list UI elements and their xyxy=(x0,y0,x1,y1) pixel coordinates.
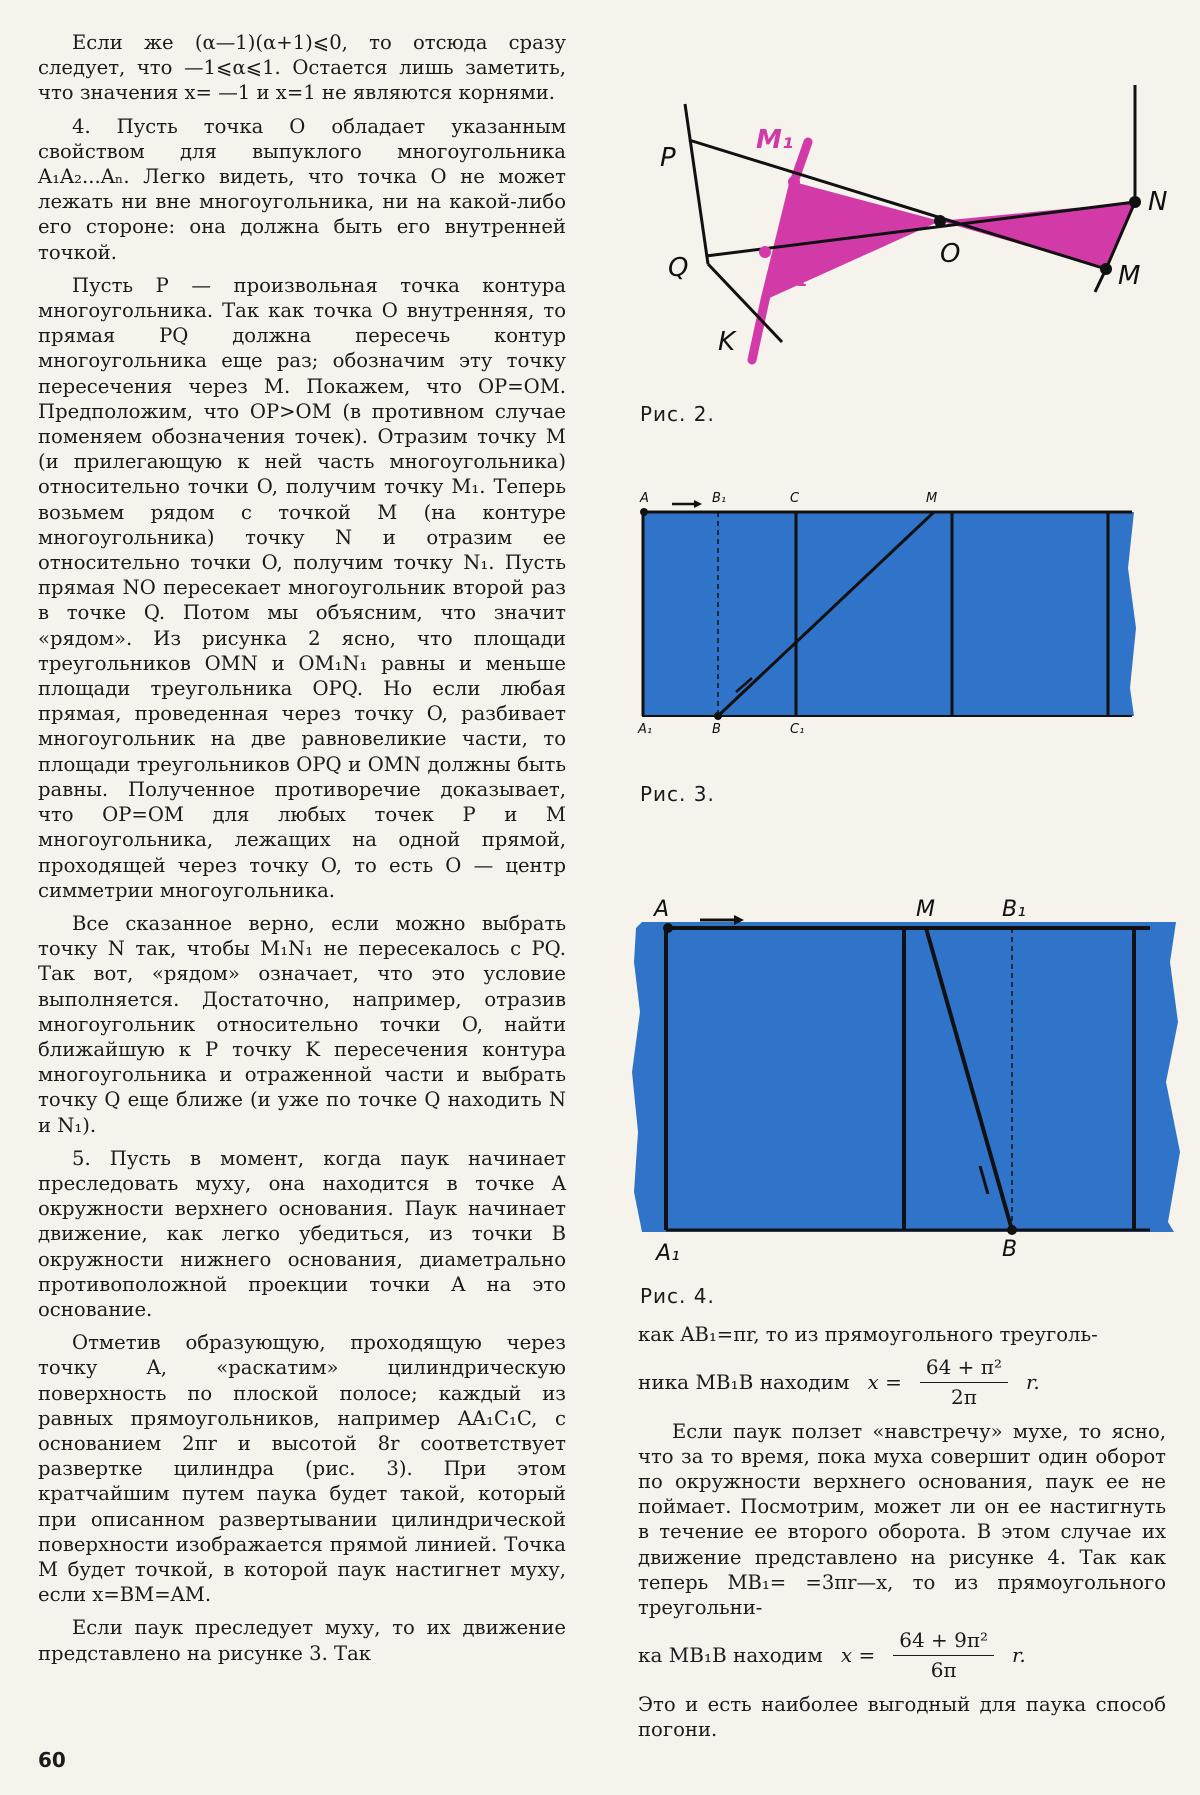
figure-3-diagram xyxy=(636,488,1140,736)
paragraph-nearby: Все сказанное верно, если можно выбрать точку N так, чтобы M₁N₁ не пересекалось с PQ. Так вот, «рядом» означает, что это условие выполняется. Достаточно, например, отразив многоугольник относительно точки O, найти ближайшую к P точку K пересечения контура многоугольника и отраженной части и выбрать точку Q еще ближе (и уже по точке Q находить N и N₁). xyxy=(38,911,566,1137)
point-O xyxy=(934,215,946,227)
label-M1: M₁ xyxy=(756,125,794,155)
point-M1 xyxy=(788,176,800,188)
label-A1: A₁ xyxy=(656,1241,680,1266)
paragraph-proof: Пусть P — произвольная точка контура многоугольника. Так как точка O внутренняя, то прямая PQ должна пересечь контур многоугольника еще раз; обозначим эту точку пересечения через M. Покажем, что OP=OM. Предположим, что OP>OM (в противном случае поменяем обозначения точек). Отразим точку M (и прилегающую к ней часть многоугольника) относительно точки O, получим точку M₁. Теперь возьмем рядом с точкой M (на контуре многоугольника) точку N и отразим ее относительно точки O, получим точку N₁. Пусть прямая NO пересекает многоугольник второй раз в точке Q. Потом мы объясним, что значит «рядом». Из рисунка 2 ясно, что площади треугольников OMN и OM₁N₁ равны и меньше площади треугольника OPQ. Но если любая прямая, проведенная через точку O, разбивает многоугольник на две равновеликие части, то площади треугольников OPQ и OMN должны быть равны. Полученное противоречие доказывает, что OP=OM для любых точек P и M многоугольника, лежащих на одной прямой, проходящей через точку O, то есть O — центр симметрии многоугольника. xyxy=(38,273,566,902)
formula-1-lhs: x = xyxy=(867,1370,902,1395)
page-number: 60 xyxy=(38,1748,66,1772)
formula-2-rhs: r. xyxy=(1012,1643,1026,1668)
label-N1: N₁ xyxy=(774,263,808,293)
triangle-OMN xyxy=(940,202,1135,269)
label-A: A xyxy=(640,491,649,506)
formula-2-numerator: 64 + 9π² xyxy=(893,1628,994,1656)
label-B1: B₁ xyxy=(712,491,727,506)
label-B: B xyxy=(1002,1237,1018,1262)
formula-2-lhs: x = xyxy=(840,1643,876,1668)
right-text-line: как AB₁=πr, то из прямоугольного треуголь- xyxy=(638,1323,1098,1346)
formula-2-lead: ка MB₁B находим xyxy=(638,1643,823,1668)
fly-point-A xyxy=(663,923,673,933)
formula-1 xyxy=(638,1355,1166,1410)
unrolled-strip xyxy=(642,512,1136,716)
paragraph-problem-5: 5. Пусть в момент, когда паук начинает преследовать муху, она находится в точке A окружности верхнего основания. Паук начинает движение, как легко убедиться, из точки B окружности нижнего основания, диаметрально противоположной проекции точки A на это основание. xyxy=(38,1146,566,1321)
label-N: N xyxy=(1148,187,1168,217)
formula-2-fraction xyxy=(893,1628,994,1683)
fly-point-A xyxy=(640,508,648,516)
label-Q: Q xyxy=(668,253,689,283)
right-column xyxy=(638,1322,1166,1750)
point-N1 xyxy=(759,246,771,258)
paragraph-intro: Если же (α—1)(α+1)⩽0, то отсюда сразу следует, что —1⩽α⩽1. Остается лишь заметить, что значения x= —1 и x=1 не являются корнями. xyxy=(38,31,566,105)
label-B1: B₁ xyxy=(1002,897,1026,922)
label-M: M xyxy=(926,491,938,506)
paragraph-problem-4: 4. Пусть точка O обладает указанным свойством для выпуклого многоугольника A₁A₂...Aₙ. Легко видеть, что точка O не может лежать ни вне многоугольника, ни на какой-либо его стороне: она должна быть его внутренней точкой. xyxy=(38,114,566,264)
label-O: O xyxy=(940,239,961,269)
paragraph-closing: Это и есть наиболее выгодный для паука способ погони. xyxy=(638,1692,1166,1741)
formula-1-lead: ника MB₁B находим xyxy=(638,1370,850,1395)
paragraph-pursuit: Если паук преследует муху, то их движение представлено на рисунке 3. Так xyxy=(38,1616,566,1665)
formula-1-numerator: 64 + π² xyxy=(920,1355,1008,1383)
left-column xyxy=(38,30,566,1674)
formula-1-rhs: r. xyxy=(1025,1370,1040,1395)
point-N xyxy=(1129,196,1141,208)
label-C: C xyxy=(790,491,800,506)
paragraph-unrolling: Отметив образующую, проходящую через точку A, «раскатим» цилиндрическую поверхность по плоской полосе; каждый из равных прямоугольников, например AA₁C₁C, с основанием 2πr и высотой 8r соответствует развертке цилиндра (рис. 3). При этом кратчайшим путем паука будет такой, который при описанном развертывании цилиндрической поверхности изображается прямой линией. Точка M будет точкой, в которой паук настигнет муху, если x=BM=AM. xyxy=(38,1331,566,1607)
label-A1: A₁ xyxy=(638,722,653,736)
formula-2-denominator: 6π xyxy=(930,1658,957,1683)
label-P: P xyxy=(660,143,676,173)
formula-1-fraction xyxy=(920,1355,1008,1410)
figure-3-caption: Рис. 3. xyxy=(640,782,715,806)
label-M: M xyxy=(1118,261,1141,291)
label-C1: C₁ xyxy=(790,722,805,736)
spider-point-B xyxy=(714,712,722,720)
polygon-side-left xyxy=(685,104,708,264)
label-M: M xyxy=(916,897,935,922)
label-B: B xyxy=(712,722,721,736)
formula-2 xyxy=(638,1628,1166,1683)
point-M xyxy=(1100,263,1112,275)
figure-4-caption: Рис. 4. xyxy=(640,1284,715,1308)
label-K: K xyxy=(718,327,736,357)
fly-arrowhead xyxy=(694,500,702,508)
figure-2-diagram xyxy=(640,80,1180,370)
paragraph-second-lap: Если паук ползет «навстречу» мухе, то ясно, что за то время, пока муха совершит один оборот по окружности верхнего основания, паук ее не поймает. Посмотрим, может ли он ее настигнуть в течение ее второго оборота. В этом случае их движение представлено на рисунке 4. Так как теперь MB₁= =3πr—x, то из прямоугольного треугольни- xyxy=(638,1419,1166,1620)
figure-2-caption: Рис. 2. xyxy=(640,402,715,426)
spider-point-B xyxy=(1007,1225,1017,1235)
formula-1-denominator: 2π xyxy=(950,1385,977,1410)
label-A: A xyxy=(654,897,670,922)
figure-4-diagram xyxy=(626,892,1186,1268)
